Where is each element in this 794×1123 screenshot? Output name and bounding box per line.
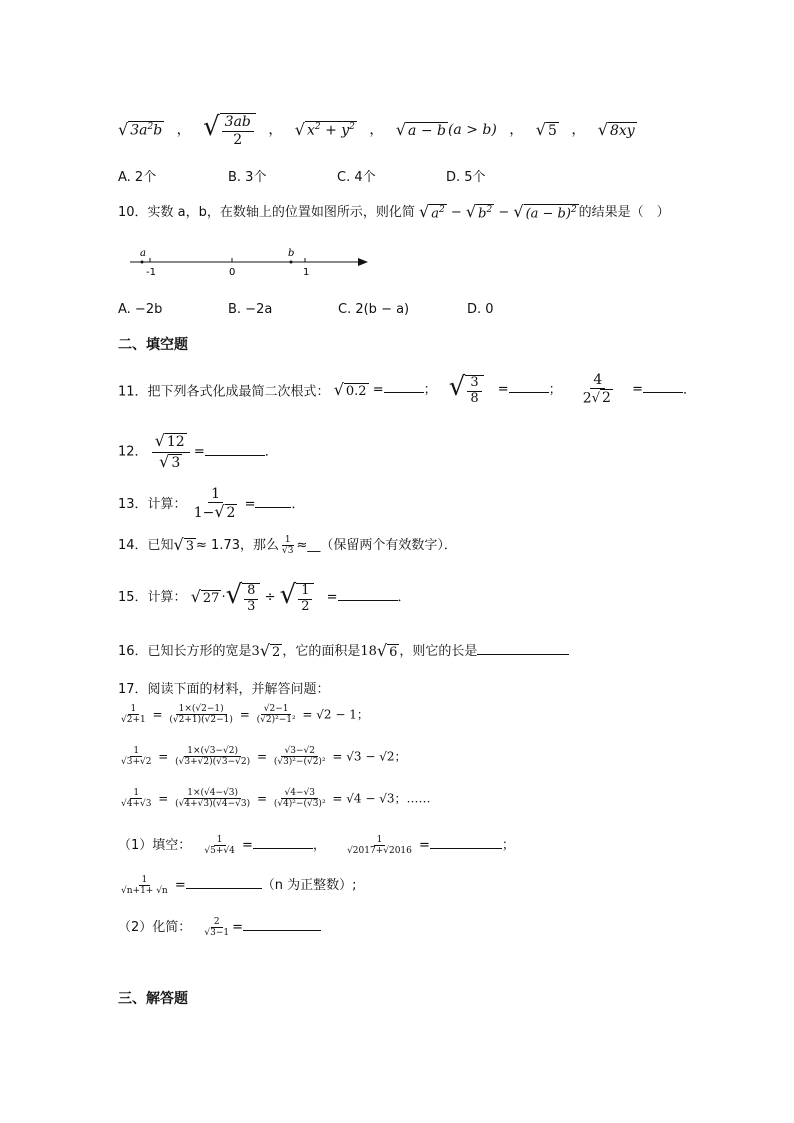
q11-prefix: 11．把下列各式化成最简二次根式：: [118, 384, 330, 400]
q10-option-a: A. −2b: [118, 302, 163, 317]
number-line: [120, 244, 380, 278]
q9-option-a: A. 2个: [118, 170, 157, 185]
q17-blank-4[interactable]: [243, 918, 321, 931]
q12-blank[interactable]: [205, 443, 265, 456]
q12-prefix: 12．: [118, 444, 148, 460]
q16-mid: ，它的面积是: [282, 644, 361, 659]
q10-prefix: 10．实数 a，b，在数轴上的位置如图所示，则化简: [118, 205, 415, 220]
q9-expr-3: √ $x^2 + y^2$: [294, 119, 355, 139]
q10-option-c: C. 2(b − a): [338, 302, 410, 317]
tick-label-1: 1: [303, 267, 310, 278]
q17-example-3: $\frac{1}{√4+√3}$ = $\frac{1\times(√4-√3)}{(√4+√3)(√4-√3)}$ = $\frac{√4-√3}{\text{(√4)²−(√3)²}}$ = √4 − √3；……: [121, 788, 431, 810]
q9-expr-4: √ a − b: [395, 119, 446, 139]
tick-label-neg1: -1: [146, 267, 156, 278]
q11-blank-2[interactable]: [509, 380, 549, 393]
q17-intro: 17．阅读下面的材料，并解答问题：: [118, 682, 330, 697]
section-3-heading: 三、解答题: [118, 991, 188, 1007]
tick-label-0: 0: [229, 267, 236, 278]
q12: 12． $\frac{√ 12}{√ 3}$ = ．: [118, 431, 278, 471]
point-b: [290, 261, 293, 264]
q10-option-d: D. 0: [467, 302, 494, 317]
label-a: a: [140, 248, 146, 259]
q9-option-c: C. 4个: [337, 170, 376, 185]
q14-suffix: ≈__（保留两个有效数字）．: [296, 538, 457, 553]
arrow-right-icon: [358, 258, 368, 266]
q16-suffix: ，则它的长是: [399, 644, 478, 659]
q14-prefix: 14．已知: [118, 538, 174, 553]
q14: 14．已知√ 3 ≈ 1.73，那么 $\frac{1}{√3}$ ≈__（保留两个有效数字）．: [118, 534, 457, 556]
q11-blank-3[interactable]: [643, 380, 683, 393]
q17-part2-label: （2）化简：: [118, 920, 192, 935]
q9-expr-5: √ 5: [535, 119, 557, 139]
q17-part2: （2）化简： $\frac{2}{√3-1}$ =: [118, 916, 321, 938]
q15-blank[interactable]: [338, 588, 398, 601]
q9-option-d: D. 5个: [446, 170, 486, 185]
point-a: [141, 261, 144, 264]
q13-prefix: 13．计算：: [118, 496, 187, 512]
q17-blank-2[interactable]: [430, 836, 502, 849]
q15-prefix: 15．计算：: [118, 589, 187, 605]
q13: 13．计算： $\frac{1}{1-√ 2}$ = ．: [118, 486, 305, 522]
q14-mid: ≈ 1.73，那么: [196, 538, 280, 553]
q10-option-b: B. −2a: [228, 302, 273, 317]
q16: 16．已知长方形的宽是3√ 2 ，它的面积是18√ 6 ，则它的长是: [118, 640, 569, 662]
q17-part1-general: $\frac{1}{√n+1+ √n}$ = （n 为正整数）;: [121, 874, 357, 896]
q10-suffix: 的结果是（ ）: [578, 205, 670, 220]
q15: 15．计算： √ 27 ·√ $\frac{8}{3}$ ÷ √ $\frac{1}{2}$ = ．: [118, 580, 411, 614]
q13-blank[interactable]: [255, 495, 291, 508]
q17-blank-1[interactable]: [253, 836, 313, 849]
q17-n-note: （n 为正整数）;: [261, 878, 357, 893]
q16-blank[interactable]: [477, 642, 569, 655]
q9-expr-2: √ $\frac{3ab}{2}$: [203, 112, 256, 148]
q17-part1-label: （1）填空：: [118, 838, 192, 853]
q11: 11．把下列各式化成最简二次根式： √ 0.2 = ； √ $\frac{3}{8}$ = ； $\frac{4}{2√ 2}$ = ．: [118, 372, 696, 407]
q11-blank-1[interactable]: [384, 380, 424, 393]
section-2-heading: 二、填空题: [118, 337, 188, 353]
q9-expr-1: √ $3a^2b$: [118, 119, 163, 139]
q17-blank-3[interactable]: [186, 876, 262, 889]
q17-part1: （1）填空： $\frac{1}{√5+√4}$ = ， $\frac{1}{√2017+√2016}$ = ；: [118, 834, 515, 856]
q9-expr-6: √ 8xy: [597, 119, 635, 139]
q10-question: 10．实数 a，b，在数轴上的位置如图所示，则化简 √ $a^2$ − √ $b^2$ − √ $(a - b)^2$ 的结果是（ ）: [118, 202, 670, 222]
q9-expressions-row: √ $3a^2b$ ， √ $\frac{3ab}{2}$ ， √ $x^2 + y^2$ ， √ a − b (a > b) ， √ 5 ， √ 8xy: [118, 112, 635, 148]
q17-example-2: $\frac{1}{√3+√2}$ = $\frac{1\times(√3-√2)}{(√3+√2)(√3-√2)}$ = $\frac{√3-√2}{\text{(√3)²−(√2)²}}$ = √3 − √2；: [121, 746, 407, 768]
q9-option-b: B. 3个: [228, 170, 267, 185]
label-b: b: [288, 248, 295, 259]
q17-example-1: $\frac{1}{√2+1}$ = $\frac{1\times(√2-1)}{(√2+1)(√2-1)}$ = $\frac{√2-1}{\text{(√2)²−1²}}$ = √2 − 1；: [121, 704, 369, 726]
q16-prefix: 16．已知长方形的宽是: [118, 644, 252, 659]
